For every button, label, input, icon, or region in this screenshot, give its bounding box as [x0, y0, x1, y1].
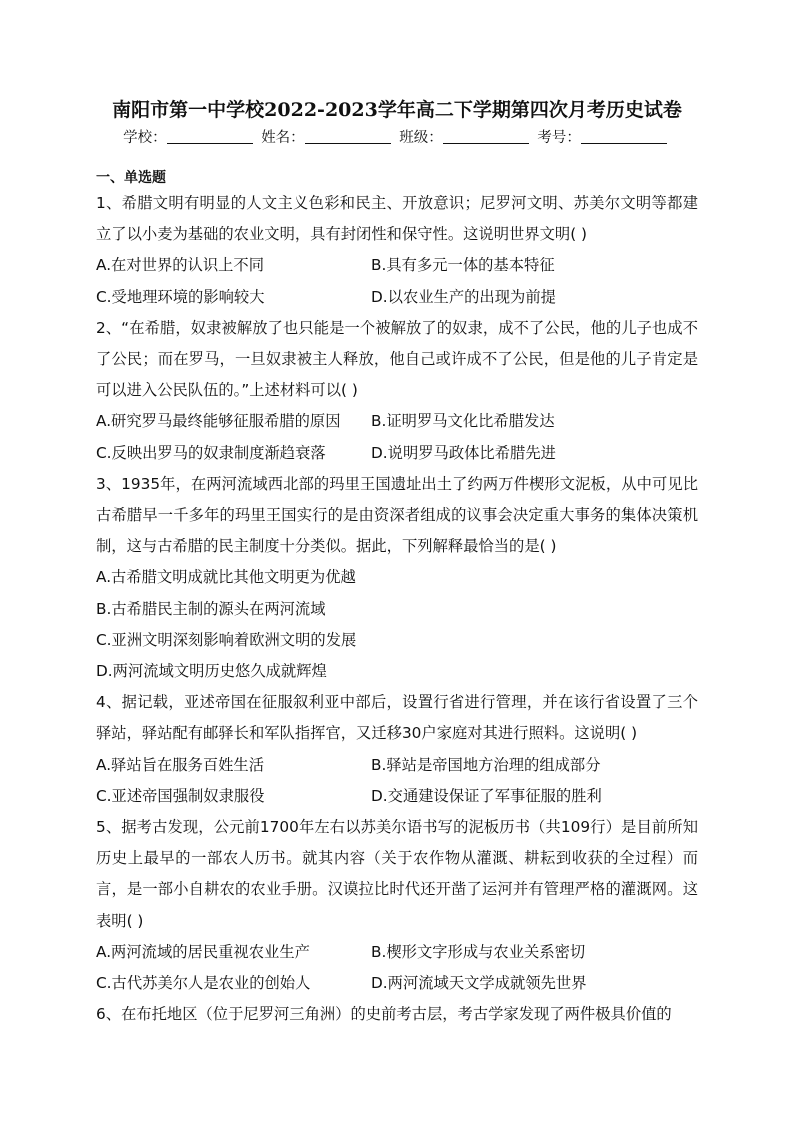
option-a: A.两河流域的居民重视农业生产 [96, 942, 310, 961]
question [96, 812, 698, 999]
option-a: A.在对世界的认识上不同 [96, 256, 265, 275]
name-label: 姓名： [261, 130, 305, 146]
option-row [96, 250, 698, 281]
question-text: 5、据考古发现，公元前1700年左右以苏美尔语书写的泥板历书（共109行）是目前所知历史上最早的一部农人历书。就其内容（关于农作物从灌溉、耕耘到收获的全过程）而言，是一部小自耕农的农业手册。汉谟拉比时代还开凿了运河并有管理严格的灌溉网。这表明( ) [96, 818, 698, 930]
number-blank[interactable] [581, 129, 667, 144]
option-a: A.古希腊文明成就比其他文明更为优越 [96, 568, 356, 587]
question-text: 1、希腊文明有明显的人文主义色彩和民主、开放意识；尼罗河文明、苏美尔文明等都建立了以小麦为基础的农业文明，具有封闭性和保守性。这说明世界文明( ) [96, 194, 698, 244]
school-blank[interactable] [167, 129, 253, 144]
option-row [96, 968, 698, 999]
question-text: 4、据记载，亚述帝国在征服叙利亚中部后，设置行省进行管理，并在该行省设置了三个驿站，驿站配有邮驿长和军队指挥官，又迁移30户家庭对其进行照料。这说明( ) [96, 693, 698, 743]
option-d: D.两河流域文明历史悠久成就辉煌 [96, 662, 327, 681]
option-c: C.古代苏美尔人是农业的创始人 [96, 974, 311, 993]
question [96, 687, 698, 812]
option-c: C.反映出罗马的奴隶制度渐趋衰落 [96, 443, 326, 462]
option-b: B.具有多元一体的基本特征 [371, 256, 555, 275]
option-b: B.古希腊民主制的源头在两河流域 [96, 599, 326, 618]
option-c: C.亚洲文明深刻影响着欧洲文明的发展 [96, 630, 357, 649]
option-b: B.证明罗马文化比希腊发达 [371, 412, 555, 431]
question-list [96, 188, 698, 1030]
option-d: D.两河流域天文学成就领先世界 [371, 974, 587, 993]
school-label: 学校： [123, 130, 167, 146]
option-a: A.研究罗马最终能够征服希腊的原因 [96, 412, 341, 431]
option-row [96, 406, 698, 437]
option-b: B.楔形文字形成与农业关系密切 [371, 942, 586, 961]
option-c: C.受地理环境的影响较大 [96, 287, 265, 306]
option-d: D.交通建设保证了军事征服的胜利 [371, 786, 602, 805]
question [96, 999, 698, 1030]
name-blank[interactable] [305, 129, 391, 144]
option-row [96, 438, 698, 469]
option-row [96, 937, 698, 968]
question [96, 188, 698, 313]
page-title: 南阳市第一中学校2022-2023学年高二下学期第四次月考历史试卷 [112, 99, 682, 121]
option-row [96, 282, 698, 313]
option-c: C.亚述帝国强制奴隶服役 [96, 786, 265, 805]
question [96, 313, 698, 469]
student-info-row [0, 126, 794, 147]
question-text: 2、“在希腊，奴隶被解放了也只能是一个被解放了的奴隶，成不了公民，他的儿子也成不了公民；而在罗马，一旦奴隶被主人释放，他自己或许成不了公民，但是他的儿子肯定是可以进入公民队伍的。”上述材料可以( ) [96, 318, 698, 400]
class-label: 班级： [399, 130, 443, 146]
section-title: 一、单选题 [96, 170, 166, 186]
question-text: 3、1935年，在两河流域西北部的玛里王国遗址出土了约两万件楔形文泥板，从中可见比古希腊早一千多年的玛里王国实行的是由资深者组成的议事会决定重大事务的集体决策机制，这与古希腊的民主制度十分类似。据此，下列解释最恰当的是( ) [96, 474, 698, 556]
option-row [96, 781, 698, 812]
option-d: D.以农业生产的出现为前提 [371, 287, 556, 306]
option-b: B.驿站是帝国地方治理的组成部分 [371, 755, 601, 774]
option-row [96, 750, 698, 781]
number-label: 考号： [537, 130, 581, 146]
option-d: D.说明罗马政体比希腊先进 [371, 443, 556, 462]
class-blank[interactable] [443, 129, 529, 144]
question [96, 469, 698, 687]
question-text: 6、在布托地区（位于尼罗河三角洲）的史前考古层，考古学家发现了两件极具价值的 [96, 1005, 672, 1024]
option-a: A.驿站旨在服务百姓生活 [96, 755, 265, 774]
